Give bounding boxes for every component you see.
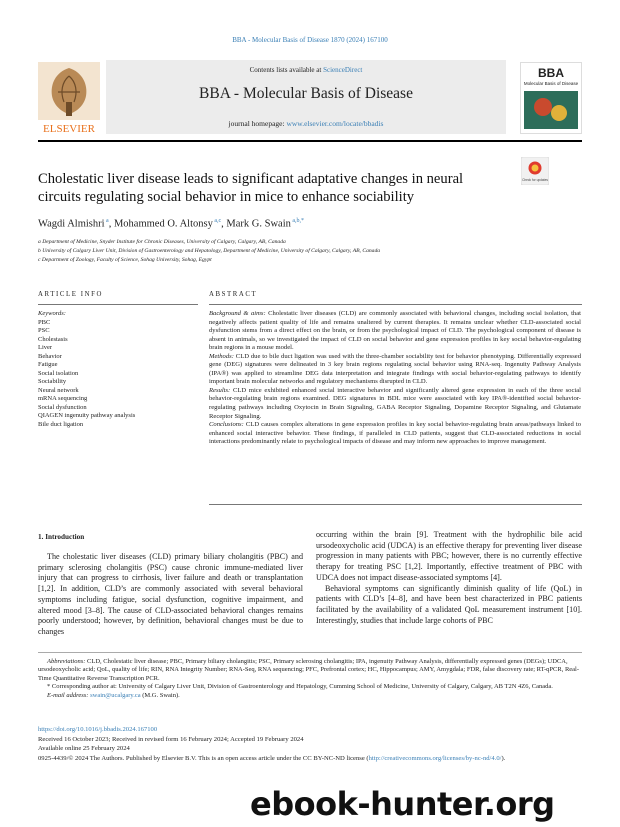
- abstract-heading: ABSTRACT: [209, 291, 258, 298]
- svg-text:ELSEVIER: ELSEVIER: [43, 123, 95, 134]
- received-dates: Received 16 October 2023; Received in revised form 16 February 2024; Accepted 19 February 2024: [38, 735, 304, 743]
- corresponding-footnote: * Corresponding author at: University of Calgary Liver Unit, Division of Gastroenterology and Hepatology, Cumming School of Medicine, University of Calgary, Calgary, AB T2N 4Z6, Canada.: [47, 683, 553, 691]
- footnote-rule: [38, 652, 582, 653]
- keyword: QIAGEN ingenuity pathway analysis: [38, 412, 136, 419]
- section-rule: [38, 304, 198, 305]
- homepage-line: journal homepage: www.elsevier.com/locate/bbadis: [228, 119, 384, 128]
- journal-name: BBA - Molecular Basis of Disease: [199, 85, 413, 102]
- body-left-column: [38, 552, 303, 638]
- keyword: Bile duct ligation: [38, 420, 84, 428]
- keyword: Behavior: [38, 352, 62, 360]
- introduction-heading: 1. Introduction: [38, 533, 85, 541]
- sciencedirect-link[interactable]: ScienceDirect: [323, 66, 363, 74]
- affiliation: b University of Calgary Liver Unit, Division of Gastroenterology and Hepatology, Department of Medicine, University of Calgary, Calgary, AB, Canada: [38, 248, 381, 254]
- body-paragraph: Behavioral symptoms can significantly diminish quality of life (QoL) in patients with CLD’s [4–8], and have been best characterized in PBC patients facilitated by the availability of a validated QoL measurement instrument [10]. Interestingly, studies that include large cohorts of PBC: [316, 583, 582, 625]
- license-link[interactable]: http://creativecommons.org/licenses/by-nc-nd/4.0/: [368, 754, 502, 762]
- abstract-methods: Methods: CLD due to bile duct ligation was used with the three-chamber sociability test for behavior phenotyping. Differentially expressed gene (DEG) signatures were delineated in 3 key brain regions regulating social behavior using RNA-seq. Ingenuity Pathway Analysis (IPA®) was applied to streamline DEG data interpretation and integrate findings with social behavior-regulating pathways to identify important brain molecular networks and regulatory mechanisms disrupted in CLD.: [209, 352, 581, 386]
- author-list: Wagdi Almishri $^a$, Mohammed O. Altonsy $^{a,c}$, Mark G. Swain $^{a,b,*}$: [38, 218, 305, 230]
- author-affil-sup[interactable]: a,c: [212, 218, 222, 224]
- journal-cover-image: [520, 62, 582, 134]
- publication-info: [38, 725, 582, 763]
- svg-text:Check for updates: Check for updates: [522, 178, 548, 182]
- keyword: mRNA sequencing: [38, 395, 88, 402]
- crossmark-icon[interactable]: [521, 157, 549, 185]
- keywords-list: [38, 310, 135, 429]
- keyword: Neural network: [38, 386, 79, 394]
- watermark-text: ebook-hunter.org: [250, 785, 555, 823]
- keyword: Sociability: [38, 378, 67, 385]
- author-name: Mark G. Swain: [226, 218, 291, 230]
- article-info-heading: ARTICLE INFO: [38, 291, 104, 298]
- svg-text:BBA: BBA: [538, 66, 564, 80]
- abstract-background: Background & aims: Cholestatic liver diseases (CLD) are commonly associated with behavioral changes, including social isolation, that negatively affects patient quality of life and remains unaltered by current therapies. It remains unclear whether CLD-associated social dysfunction stems from a direct effect on the brain, or from the psychological impact of CLD. The psychological component of disease is absent in animals, so we investigated the impact of CLD on social behavior and gene expression profiles in key social behavior-regulating brain regions in a mouse model.: [209, 310, 581, 352]
- abstract-conclusions: Conclusions: CLD causes complex alterations in gene expression profiles in key social behavior-regulating brain areas/pathways linked to enhanced social interactive behavior. These findings, if paralleled in CLD patients, suggest that CLD-associated reductions in social interactions predominantly relate to psychological impacts of disease and may inform new approaches to improve management.: [209, 421, 581, 446]
- section-rule: [209, 504, 582, 505]
- abstract-results: Results: CLD mice exhibited enhanced social interactive behavior and significantly altered gene expression in each of the three social behavior-regulating brain regions examined. DEG signatures in BDL mice were associated with key IPA®-identified social behavior-regulating pathways including Oxytocin in Brain Signaling, GABA Receptor Signaling, Dopamine Receptor Signaling, and Glutamate Receptor Signaling.: [209, 386, 581, 420]
- header-rule: [38, 140, 582, 142]
- email-link[interactable]: swain@ucalgary.ca: [90, 691, 141, 699]
- body-paragraph: occurring within the brain [9]. Treatment with the hydrophilic bile acid ursodeoxycholic acid (UDCA) is an effective therapy for preventing liver disease progression in many patients with PBC; however, there is no currently effective therapy for treating PSC [1,2]. Importantly, effective treatment of PBC with UDCA does not impact disease-associated symptoms [4].: [316, 530, 582, 582]
- affiliation: c Department of Zoology, Faculty of Science, Sohag University, Sohag, Egypt: [38, 257, 212, 263]
- body-right-column: [316, 530, 582, 626]
- keyword: Social dysfunction: [38, 403, 87, 411]
- author-affil-sup[interactable]: a,b,*: [290, 218, 305, 224]
- author-affil-sup[interactable]: a: [104, 218, 109, 224]
- article-title: Cholestatic liver disease leads to significant adaptative changes in neural circuits regulating social behavior in mice to enhance sociability: [38, 171, 464, 205]
- homepage-link[interactable]: www.elsevier.com/locate/bbadis: [286, 119, 384, 128]
- svg-text:Molecular Basis of Disease: Molecular Basis of Disease: [523, 81, 579, 86]
- keyword: Liver: [38, 344, 53, 351]
- journal-masthead: [106, 60, 506, 134]
- keyword: Fatigue: [38, 361, 58, 368]
- available-online: Available online 25 February 2024: [38, 745, 130, 752]
- abbreviations-footnote: Abbreviations: CLD, Cholestatic liver disease; PBC, Primary biliary cholangitis; PSC, Primary sclerosing cholangitis; IPA, ingenuity Pathway Analysis, differentially expressed genes (DEGs); UDCA, ursodeoxycholic acid; QoL, quality of life; RIN, RNA Integrity Number; RNA-Seq, RNA sequencing; PFC, Prefrontal cortex; HC, Hippocampus; AMY, Amygdala; FDR, false discovery rate; RT-qPCR, Real-Time Quantitative Reverse Transcription PCR.: [38, 658, 580, 682]
- keyword: Social isolation: [38, 369, 79, 377]
- doi-link[interactable]: https://doi.org/10.1016/j.bbadis.2024.167100: [38, 726, 158, 733]
- keyword: PBC: [38, 318, 51, 326]
- keywords-label: Keywords:: [38, 310, 66, 317]
- abstract-body: [209, 310, 581, 447]
- author-name: Wagdi Almishri: [38, 218, 105, 230]
- journal-header: [38, 60, 582, 136]
- license-line: 0925-4439/© 2024 The Authors. Published by Elsevier B.V. This is an open access article under the CC BY-NC-ND license (http://creativecommons.org/licenses/by-nc-nd/4.0/).: [38, 754, 506, 762]
- section-rule: [209, 304, 582, 305]
- contents-line: Contents lists available at ScienceDirect: [249, 66, 363, 74]
- running-header[interactable]: BBA - Molecular Basis of Disease 1870 (2024) 167100: [232, 36, 388, 44]
- keyword: Cholestasis: [38, 335, 68, 343]
- keyword: PSC: [38, 327, 50, 334]
- elsevier-logo: [38, 62, 100, 134]
- email-footnote: E-mail address: swain@ucalgary.ca (M.G. Swain).: [47, 691, 180, 699]
- body-paragraph: The cholestatic liver diseases (CLD) primary biliary cholangitis (PBC) and primary sclerosing cholangitis (PSC) cause chronic immune-mediated liver injury that can progress to cirrhosis, liver failure and death or transplantation [1,2]. In addition, CLD’s are commonly associated with several behavioral symptoms including fatigue, social dysfunction, cognitive impairment, and altered mood [3–8]. The cause of CLD-associated behavioral changes remains poorly understood; however, by definition, behavioral changes must be due to changes: [38, 552, 303, 636]
- affiliation: a Department of Medicine, Snyder Institute for Chronic Diseases, University of Calgary, Calgary, AB, Canada: [38, 239, 286, 245]
- footnotes: [38, 658, 582, 700]
- author-name: Mohammed O. Altonsy: [113, 218, 213, 230]
